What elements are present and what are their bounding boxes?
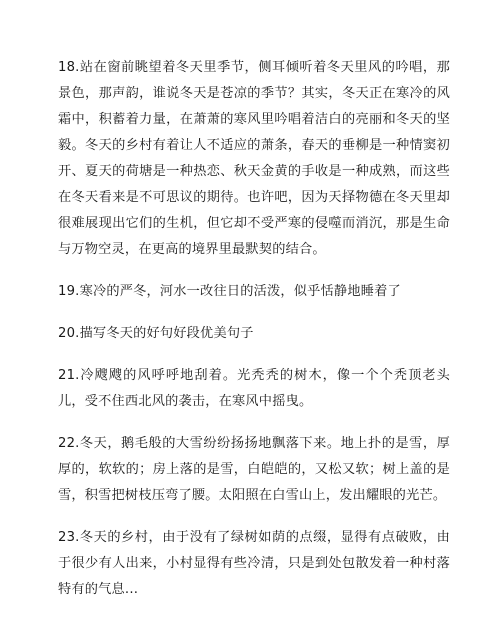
paragraph-19: 19.寒冷的严冬，河水一改往日的活泼，似乎恬静地睡着了 [58, 284, 401, 299]
paragraph-18: 18.站在窗前眺望着冬天里季节，侧耳倾听着冬天里风的吟唱，那景色，那声韵，谁说冬天是苍凉的季节？其实，冬天正在寒冷的风霜中，积蓄着力量，在萧萧的寒风里吟唱着洁白的亮丽和冬天的坚毅。冬天的乡村有着让人不适应的萧条，春天的垂柳是一种情窦初开、夏天的荷塘是一种热恋、秋天金黄的手收是一种成熟，而这些在冬天看来是不可思议的期待。也许吧，因为天择物德在冬天里却很难展现出它们的生机，但它却不受严寒的侵噬而消沉，那是生命与万物空灵，在更高的境界里最默契的结合。 [58, 60, 450, 257]
paragraph-23: 23.冬天的乡村，由于没有了绿树如荫的点缀，显得有点破败，由于很少有人出来，小村显得有些冷清，只是到处包散发着一种村落特有的气息... [58, 530, 450, 597]
paragraph-20: 20.描写冬天的好句好段优美句子 [58, 326, 254, 341]
article-body [58, 55, 450, 619]
paragraph-22: 22.冬天，鹅毛般的大雪纷纷扬扬地飘落下来。地上扑的是雪，厚厚的，软软的；房上落的是雪，白皑皑的，又松又软；树上盖的是雪，积雪把树枝压弯了腰。太阳照在白雪山上，发出耀眼的光芒。 [58, 436, 450, 503]
paragraph-21: 21.冷飕飕的风呼呼地刮着。光秃秃的树木，像一个个秃顶老头儿，受不住西北风的袭击，在寒风中摇曳。 [58, 368, 450, 409]
